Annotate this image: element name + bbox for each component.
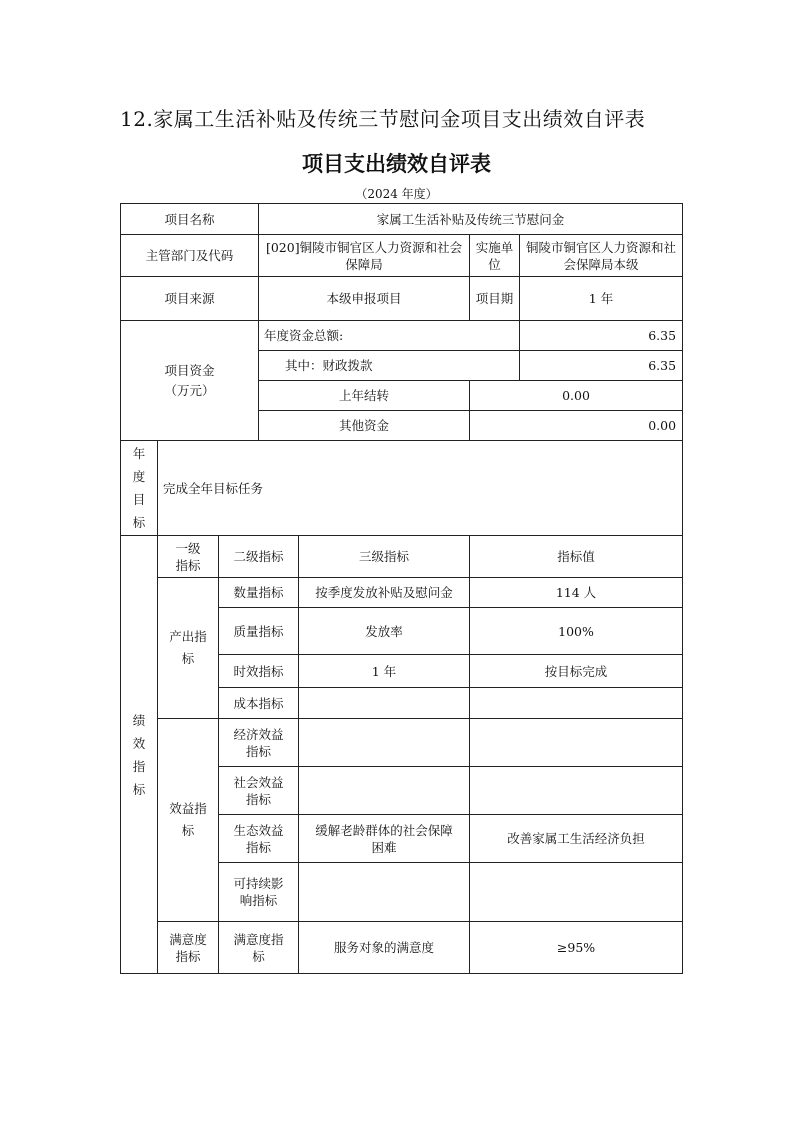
benefit-label-text: 效益指标	[169, 801, 207, 838]
funds-carry-value: 0.00	[470, 381, 683, 411]
impl-label: 实施单位	[470, 235, 520, 277]
cost-desc	[299, 688, 470, 719]
document-heading: 12.家属工生活补贴及传统三节慰问金项目支出绩效自评表	[120, 107, 646, 131]
funds-other-label: 其他资金	[259, 411, 470, 441]
satisfaction-sub-label	[219, 922, 299, 974]
output-label	[158, 578, 219, 719]
satisfaction-label	[158, 922, 219, 974]
eco-label	[219, 815, 299, 863]
table-row	[121, 277, 683, 321]
economic-value	[470, 719, 683, 767]
sustain-label	[219, 863, 299, 922]
cost-value	[470, 688, 683, 719]
table-row	[121, 321, 683, 351]
funds-total-label: 年度资金总额:	[259, 321, 520, 351]
social-desc	[299, 767, 470, 815]
sustain-value	[470, 863, 683, 922]
social-label-text: 社会效益指标	[233, 774, 284, 807]
dept-value: [020]铜陵市铜官区人力资源和社会保障局	[259, 235, 470, 277]
self-evaluation-table	[120, 203, 683, 974]
funds-label	[121, 321, 259, 441]
annual-goal-value: 完成全年目标任务	[158, 441, 683, 536]
eco-label-text: 生态效益指标	[233, 822, 284, 855]
annual-goal-label-text: 年度目标	[132, 446, 146, 530]
quantity-label: 数量指标	[219, 578, 299, 608]
header-level2: 二级指标	[219, 536, 299, 578]
funds-carry-label: 上年结转	[259, 381, 470, 411]
indicators-section-label	[121, 536, 158, 974]
cost-label: 成本指标	[219, 688, 299, 719]
table-row	[121, 536, 683, 578]
satisfaction-value: ≥95%	[470, 922, 683, 974]
social-label	[219, 767, 299, 815]
quantity-desc: 按季度发放补贴及慰问金	[299, 578, 470, 608]
social-value	[470, 767, 683, 815]
header-level3: 三级指标	[299, 536, 470, 578]
funds-total-value: 6.35	[520, 321, 683, 351]
funds-label-text: 项目资金（万元）	[164, 362, 215, 398]
economic-label	[219, 719, 299, 767]
benefit-label	[158, 719, 219, 922]
header-value: 指标值	[470, 536, 683, 578]
sustain-desc	[299, 863, 470, 922]
eco-value: 改善家属工生活经济负担	[470, 815, 683, 863]
project-name-value: 家属工生活补贴及传统三节慰问金	[259, 204, 683, 235]
annual-goal-label	[121, 441, 158, 536]
satisfaction-label-text: 满意度指标	[169, 931, 207, 964]
funds-fiscal-value: 6.35	[520, 351, 683, 381]
satisfaction-desc: 服务对象的满意度	[299, 922, 470, 974]
output-label-text: 产出指标	[169, 629, 207, 666]
table-row	[121, 204, 683, 235]
quality-value: 100%	[470, 608, 683, 655]
table-row	[121, 719, 683, 767]
period-label: 项目期	[470, 277, 520, 321]
timeliness-label: 时效指标	[219, 655, 299, 688]
indicators-section-text: 绩效指标	[132, 712, 146, 797]
satisfaction-sub-label-text: 满意度指标	[233, 931, 284, 964]
economic-label-text: 经济效益指标	[233, 726, 284, 759]
source-value: 本级申报项目	[259, 277, 470, 321]
quality-label: 质量指标	[219, 608, 299, 655]
impl-value: 铜陵市铜官区人力资源和社会保障局本级	[520, 235, 683, 277]
timeliness-desc: 1 年	[299, 655, 470, 688]
project-name-label: 项目名称	[121, 204, 259, 235]
funds-other-value: 0.00	[470, 411, 683, 441]
table-row	[121, 922, 683, 974]
quantity-value: 114 人	[470, 578, 683, 608]
quality-desc: 发放率	[299, 608, 470, 655]
source-label: 项目来源	[121, 277, 259, 321]
economic-desc	[299, 719, 470, 767]
table-row	[121, 235, 683, 277]
period-value: 1 年	[520, 277, 683, 321]
table-row	[121, 441, 683, 536]
table-row	[121, 578, 683, 608]
sustain-label-text: 可持续影响指标	[233, 876, 284, 908]
form-title: 项目支出绩效自评表	[302, 152, 491, 176]
timeliness-value: 按目标完成	[470, 655, 683, 688]
form-year: （2024 年度）	[355, 187, 438, 201]
header-level1-text: 一级指标	[175, 540, 201, 573]
dept-label: 主管部门及代码	[121, 235, 259, 277]
funds-fiscal-label: 其中：财政拨款	[259, 351, 520, 381]
eco-desc-text: 缓解老龄群体的社会保障困难	[315, 822, 453, 855]
header-level1	[158, 536, 219, 578]
eco-desc	[299, 815, 470, 863]
